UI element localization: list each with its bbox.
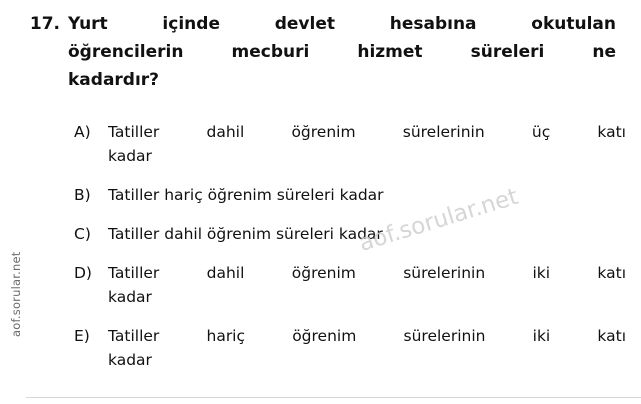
question-block — [26, 10, 624, 94]
option-e-line-2: kadar — [108, 351, 152, 369]
option-a-line-1: Tatiller dahil öğrenim sürelerinin üç katı — [108, 123, 626, 141]
option-e-letter: E) — [74, 327, 90, 345]
option-a-text — [108, 120, 626, 168]
option-e-text — [108, 324, 626, 372]
option-c-text — [108, 222, 626, 246]
side-watermark-strip — [0, 0, 26, 404]
option-a-line-2: kadar — [108, 147, 152, 165]
option-e-line-1: Tatiller hariç öğrenim sürelerinin iki katı — [108, 327, 626, 345]
option-e[interactable] — [74, 324, 626, 372]
option-d-line-2: kadar — [108, 288, 152, 306]
bottom-divider — [26, 397, 641, 398]
options-list — [74, 120, 626, 387]
option-b-letter: B) — [74, 186, 91, 204]
option-a[interactable] — [74, 120, 626, 168]
question-line-1: Yurt içinde devlet hesabına okutulan — [68, 14, 616, 34]
option-d-letter: D) — [74, 264, 92, 282]
question-line-3: kadardır? — [68, 70, 160, 90]
diagonal-watermark-text: aof.sorular.net — [356, 183, 522, 257]
option-b[interactable] — [74, 183, 626, 207]
option-c-letter: C) — [74, 225, 91, 243]
question-text — [68, 10, 616, 94]
option-c[interactable] — [74, 222, 626, 246]
side-watermark-text: aof.sorular.net — [9, 251, 23, 337]
option-a-letter: A) — [74, 123, 91, 141]
question-number: 17. — [29, 14, 60, 34]
option-c-line-1: Tatiller dahil öğrenim süreleri kadar — [108, 225, 383, 243]
option-b-line-1: Tatiller hariç öğrenim süreleri kadar — [108, 186, 384, 204]
option-d-text — [108, 261, 626, 309]
question-line-2: öğrencilerin mecburi hizmet süreleri ne — [68, 42, 616, 62]
option-d[interactable] — [74, 261, 626, 309]
option-b-text — [108, 183, 626, 207]
page-content — [26, 0, 641, 404]
option-d-line-1: Tatiller dahil öğrenim sürelerinin iki katı — [108, 264, 626, 282]
